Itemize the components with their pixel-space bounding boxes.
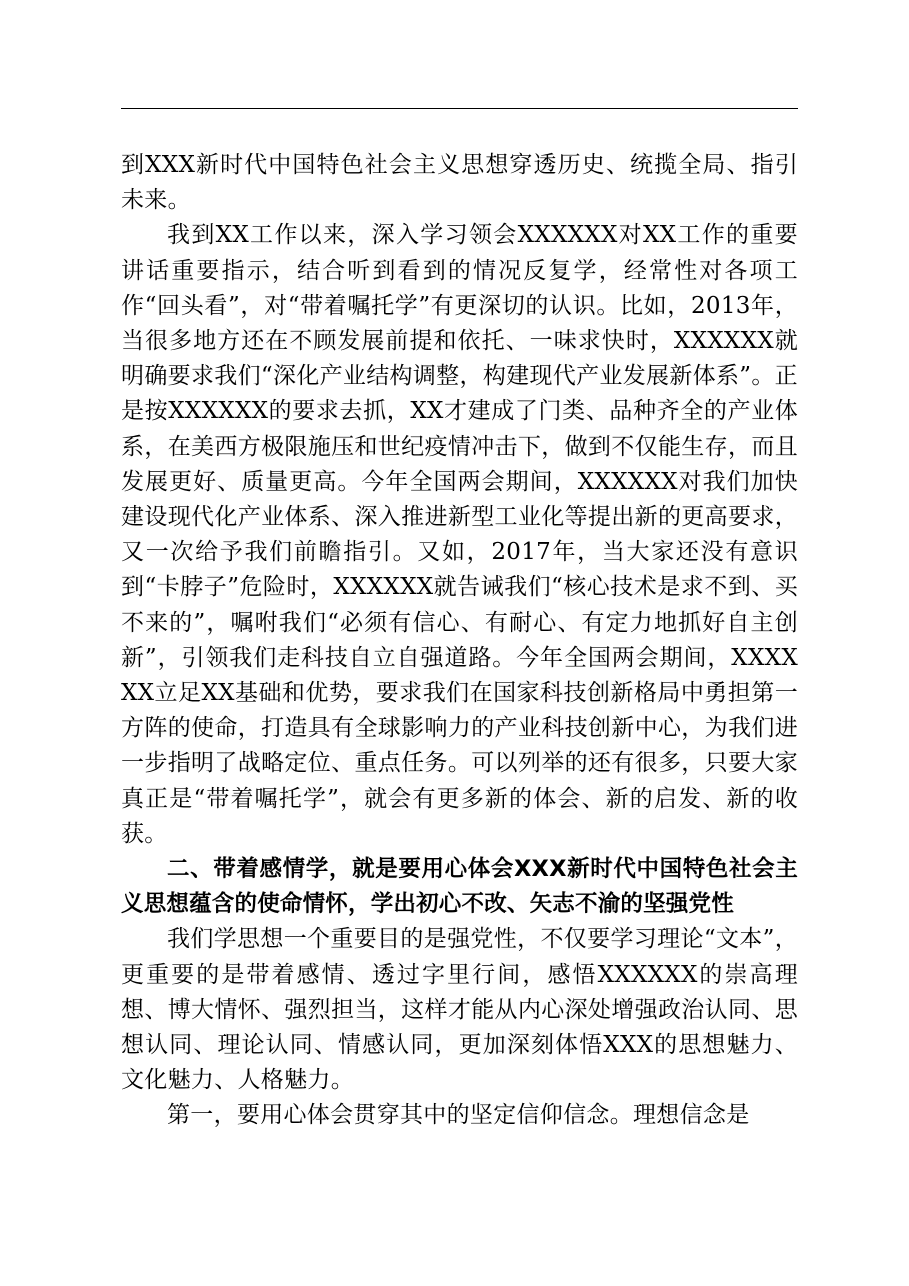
paragraph-body: 我到XX工作以来，深入学习领会XXXXXX对XX工作的重要讲话重要指示，结合听到看到的情况反复学，经常性对各项工作“回头看”，对“带着嘱托学”有更深切的认识。比如，2013年，当很多地方还在不顾发展前提和依托、一味求快时，XXXXXX就明确要求我们“深化产业结构调整，构建现代产业发展新体系”。正是按XXXXXX的要求去抓，XX才建成了门类、品种齐全的产业体系，在美西方极限施压和世纪疫情冲击下，做到不仅能生存，而且发展更好、质量更高。今年全国两会期间，XXXXXX对我们加快建设现代化产业体系、深入推进新型工业化等提出新的更高要求，又一次给予我们前瞻指引。又如，2017年，当大家还没有意识到“卡脖子”危险时，XXXXXX就告诫我们“核心技术是求不到、买不来的”，嘱咐我们“必须有信心、有耐心、有定力地抓好自主创新”，引领我们走科技自立自强道路。今年全国两会期间，XXXXXX立足XX基础和优势，要求我们在国家科技创新格局中勇担第一方阵的使命，打造具有全球影响力的产业科技创新中心，为我们进一步指明了战略定位、重点任务。可以列举的还有很多，只要大家真正是“带着嘱托学”，就会有更多新的体会、新的启发、新的收获。 <box>121 222 798 847</box>
document-body <box>121 148 798 1134</box>
section-heading: 二、带着感情学，就是要用心体会XXX新时代中国特色社会主义思想蕴含的使命情怀，学出初心不改、矢志不渝的坚强党性 <box>121 856 798 918</box>
header-rule <box>121 108 798 109</box>
paragraph-body: 我们学思想一个重要目的是强党性，不仅要学习理论“文本”，更重要的是带着感情、透过字里行间，感悟XXXXXX的崇高理想、博大情怀、强烈担当，这样才能从内心深处增强政治认同、思想认同、理论认同、情感认同，更加深刻体悟XXX的思想魅力、文化魅力、人格魅力。 <box>121 926 798 1094</box>
paragraph-continuation: 到XXX新时代中国特色社会主义思想穿透历史、统揽全局、指引未来。 <box>121 152 798 214</box>
paragraph-body: 第一，要用心体会贯穿其中的坚定信仰信念。理想信念是 <box>167 1102 750 1129</box>
